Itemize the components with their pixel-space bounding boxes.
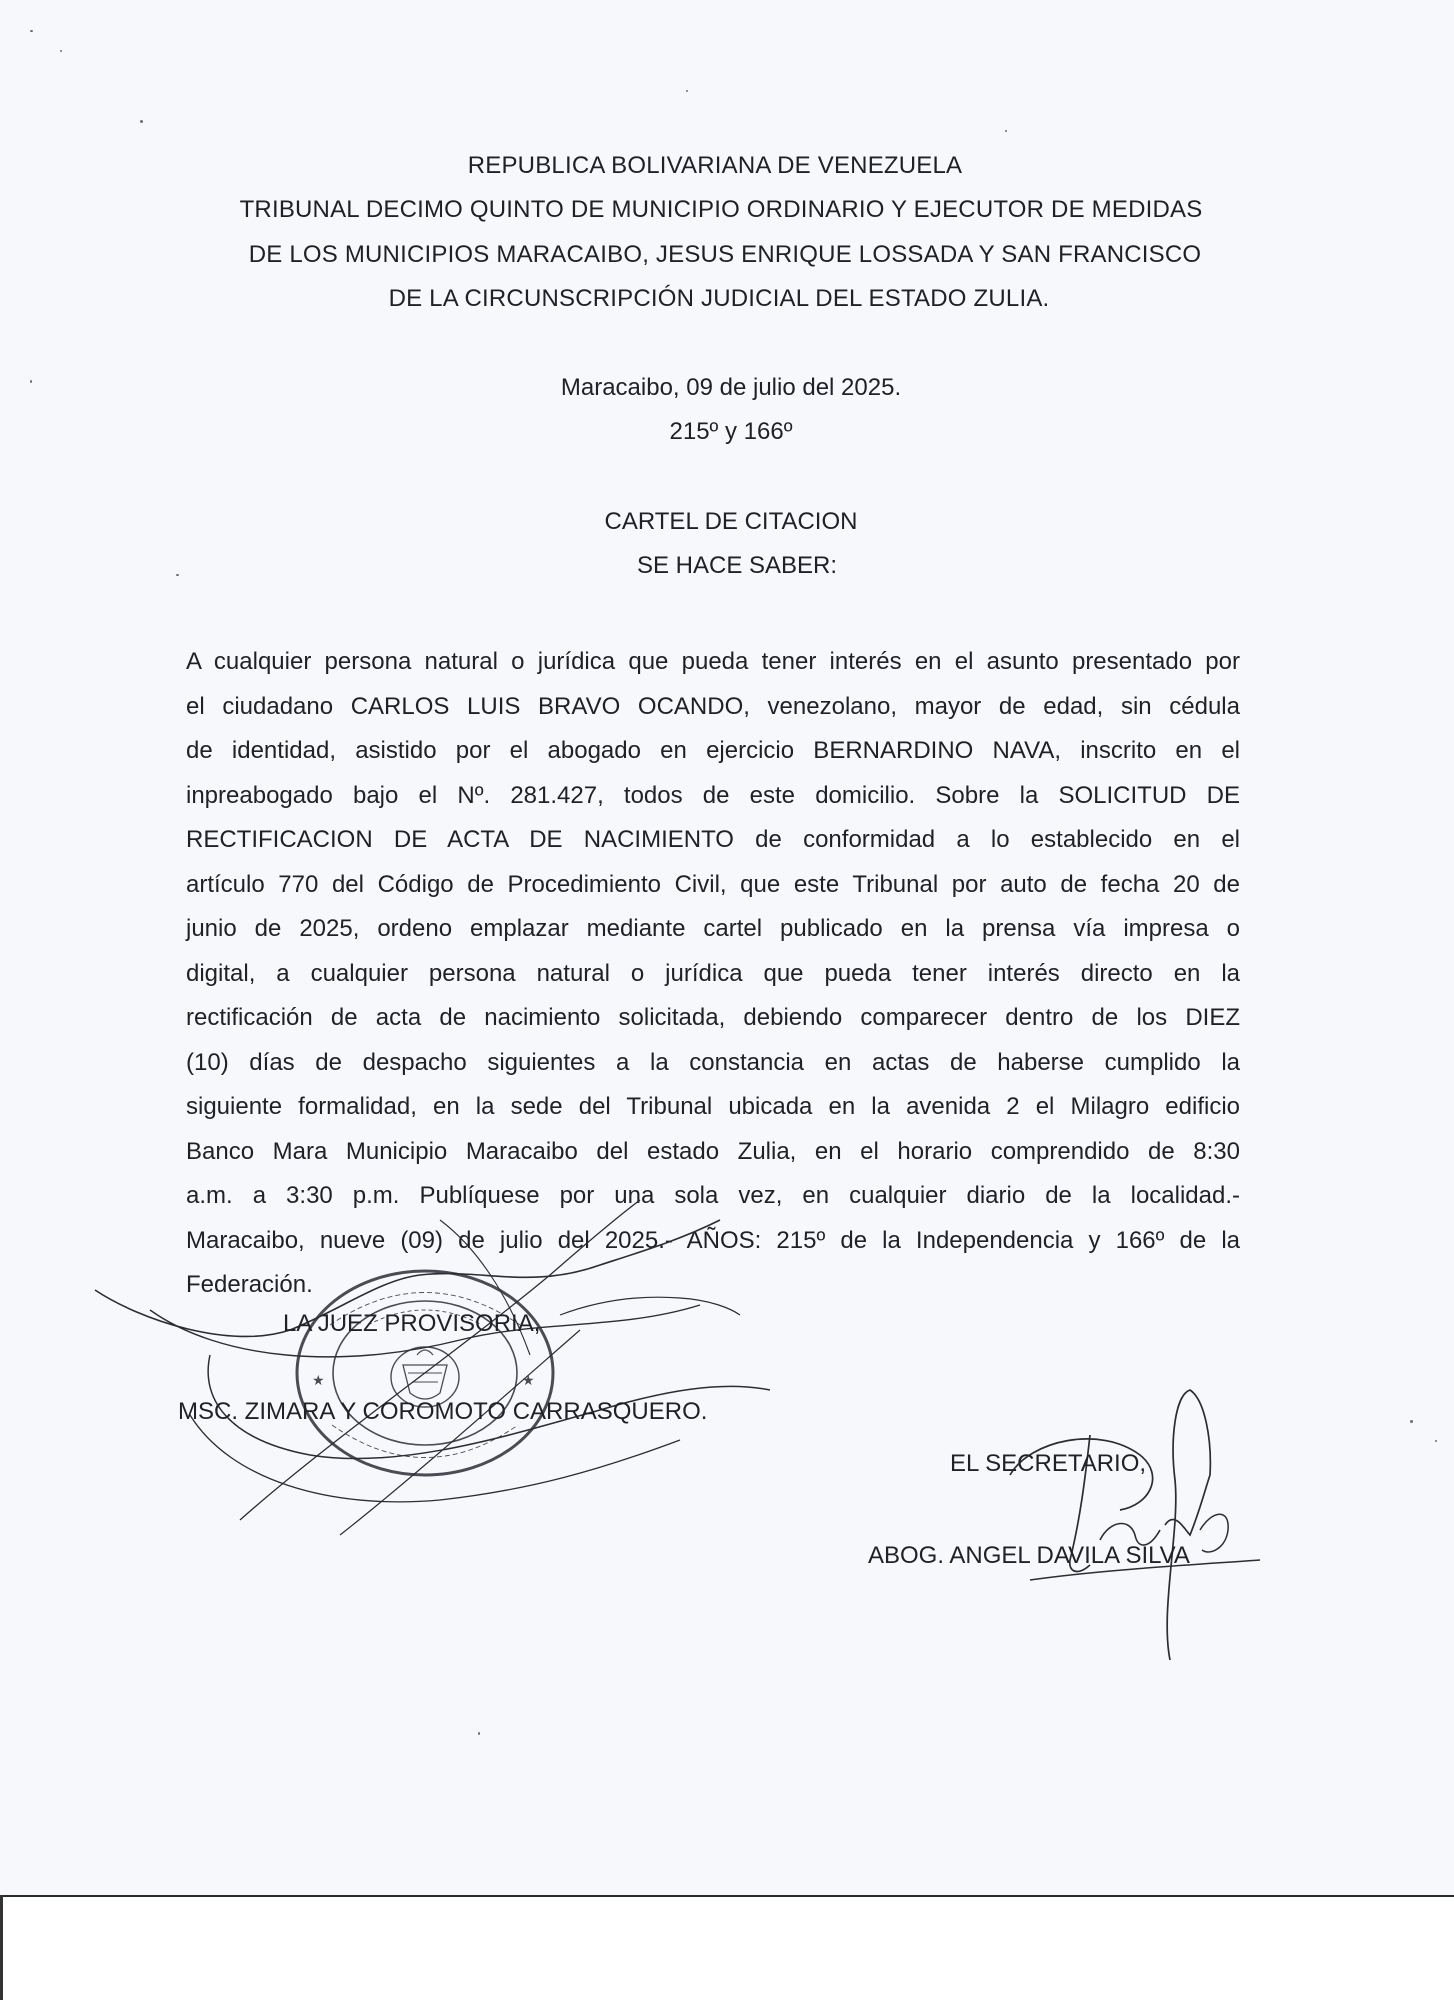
body-line: inpreabogado bajo el Nº. 281.427, todos de este domicilio. Sobre la SOLICITUD DE <box>186 781 1240 809</box>
judge-name: MSC. ZIMARA Y COROMOTO CARRASQUERO. <box>178 1398 708 1425</box>
body-line: siguiente formalidad, en la sede del Tribunal ubicada en la avenida 2 el Milagro edificio <box>186 1093 1240 1120</box>
body-line: junio de 2025, ordeno emplazar mediante cartel publicado en la prensa vía impresa o <box>186 915 1240 942</box>
document-date: Maracaibo, 09 de julio del 2025. <box>560 374 902 401</box>
body-line: de identidad, asistido por el abogado en ejercicio BERNARDINO NAVA, inscrito en el <box>186 737 1240 764</box>
body-line: Federación. <box>186 1271 313 1298</box>
secretary-name: ABOG. ANGEL DAVILA SILVA <box>868 1542 1190 1569</box>
judge-title: LA JUEZ PROVISORIA, <box>283 1310 541 1337</box>
scan-speck <box>30 380 32 383</box>
notice-subtitle: SE HACE SABER: <box>636 552 838 579</box>
header-jurisdiction: DE LA CIRCUNSCRIPCIÓN JUDICIAL DEL ESTADO ZULIA. <box>388 285 1050 312</box>
document-years: 215º y 166º <box>669 418 793 445</box>
notice-title: CARTEL DE CITACION <box>604 508 858 535</box>
scan-speck <box>1435 1440 1437 1442</box>
scan-speck <box>60 50 62 52</box>
judge-signature <box>80 1180 800 1580</box>
header-court-name: TRIBUNAL DECIMO QUINTO DE MUNICIPIO ORDINARIO Y EJECUTOR DE MEDIDAS <box>239 196 1203 223</box>
scan-speck <box>176 574 179 576</box>
body-line: rectificación de acta de nacimiento solicitada, debiendo comparecer dentro de los DIEZ <box>186 1004 1240 1031</box>
secretary-title: EL SECRETARIO, <box>950 1450 1147 1477</box>
body-line: RECTIFICACION DE ACTA DE NACIMIENTO de conformidad a lo establecido en el <box>186 826 1240 853</box>
body-line: el ciudadano CARLOS LUIS BRAVO OCANDO, venezolano, mayor de edad, sin cédula <box>186 692 1240 720</box>
body-line: digital, a cualquier persona natural o jurídica que pueda tener interés directo en la <box>186 959 1240 987</box>
secretary-signature <box>990 1380 1270 1670</box>
scan-speck <box>30 30 33 32</box>
header-country: REPUBLICA BOLIVARIANA DE VENEZUELA <box>467 152 963 179</box>
scan-speck <box>478 1732 480 1735</box>
body-line: Banco Mara Municipio Maracaibo del estado Zulia, en el horario comprendido de 8:30 <box>186 1137 1240 1165</box>
scan-edge <box>0 1895 3 2000</box>
body-line: A cualquier persona natural o jurídica que pueda tener interés en el asunto presentado por <box>186 648 1240 675</box>
scan-speck <box>686 90 688 92</box>
body-line: (10) días de despacho siguientes a la constancia en actas de haberse cumplido la <box>186 1048 1240 1076</box>
scan-bottom-margin <box>0 1895 1454 2000</box>
header-municipalities: DE LOS MUNICIPIOS MARACAIBO, JESUS ENRIQUE LOSSADA Y SAN FRANCISCO <box>248 241 1202 268</box>
body-line: a.m. a 3:30 p.m. Publíquese por una sola vez, en cualquier diario de la localidad.- <box>186 1182 1240 1209</box>
body-line: artículo 770 del Código de Procedimiento Civil, que este Tribunal por auto de fecha 20 de <box>186 870 1240 898</box>
svg-text:★: ★ <box>312 1372 325 1388</box>
scan-speck <box>1005 130 1007 132</box>
body-line: Maracaibo, nueve (09) de julio del 2025.- AÑOS: 215º de la Independencia y 166º de la <box>186 1226 1240 1254</box>
svg-text:★: ★ <box>522 1372 535 1388</box>
scan-speck <box>1410 1420 1413 1423</box>
scan-speck <box>140 120 143 123</box>
